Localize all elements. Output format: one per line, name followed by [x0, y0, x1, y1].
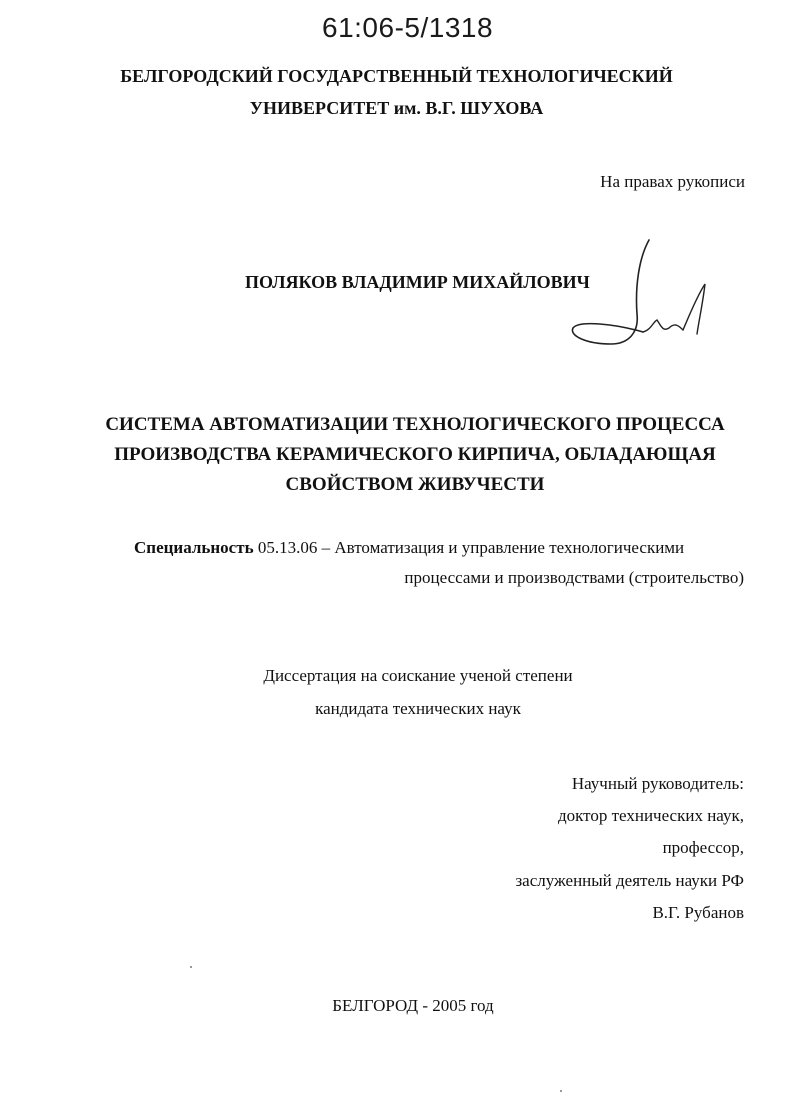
dissertation-title-line3: СВОЙСТВОМ ЖИВУЧЕСТИ: [285, 474, 545, 495]
dissertation-degree-line1: Диссертация на соискание ученой степени: [263, 666, 573, 685]
dissertation-title-line2: ПРОИЗВОДСТВА КЕРАМИЧЕСКОГО КИРПИЧА, ОБЛАДАЮЩАЯ: [114, 444, 716, 465]
author-name: ПОЛЯКОВ ВЛАДИМИР МИХАЙЛОВИЧ: [245, 272, 590, 292]
scan-speck: [190, 966, 192, 968]
university-name-line2: УНИВЕРСИТЕТ им. В.Г. ШУХОВА: [249, 98, 544, 118]
specialty-description: – Автоматизация и управление технологическими: [321, 538, 685, 557]
archive-stamp: 61:06-5/1318: [322, 12, 494, 43]
dissertation-degree-line2: кандидата технических наук: [315, 699, 521, 718]
supervisor-honor: заслуженный деятель науки РФ: [515, 871, 744, 890]
dissertation-title-line1: СИСТЕМА АВТОМАТИЗАЦИИ ТЕХНОЛОГИЧЕСКОГО ПРОЦЕССА: [105, 414, 725, 435]
manuscript-rights-note: На правах рукописи: [600, 172, 745, 191]
supervisor-degree: доктор технических наук,: [557, 806, 744, 825]
scan-speck: [560, 1090, 562, 1092]
specialty-label: Специальность: [134, 538, 254, 557]
author-signature: [565, 236, 725, 356]
university-name-line1: БЕЛГОРОДСКИЙ ГОСУДАРСТВЕННЫЙ ТЕХНОЛОГИЧЕСКИЙ: [120, 66, 673, 86]
city-year: БЕЛГОРОД - 2005 год: [332, 996, 494, 1015]
specialty-line1: [134, 538, 684, 558]
specialty-line2: процессами и производствами (строительство): [404, 568, 744, 587]
supervisor-name: В.Г. Рубанов: [652, 903, 744, 922]
specialty-code: 05.13.06: [257, 538, 318, 557]
supervisor-rank: профессор,: [662, 838, 744, 857]
supervisor-heading: Научный руководитель:: [571, 774, 744, 793]
